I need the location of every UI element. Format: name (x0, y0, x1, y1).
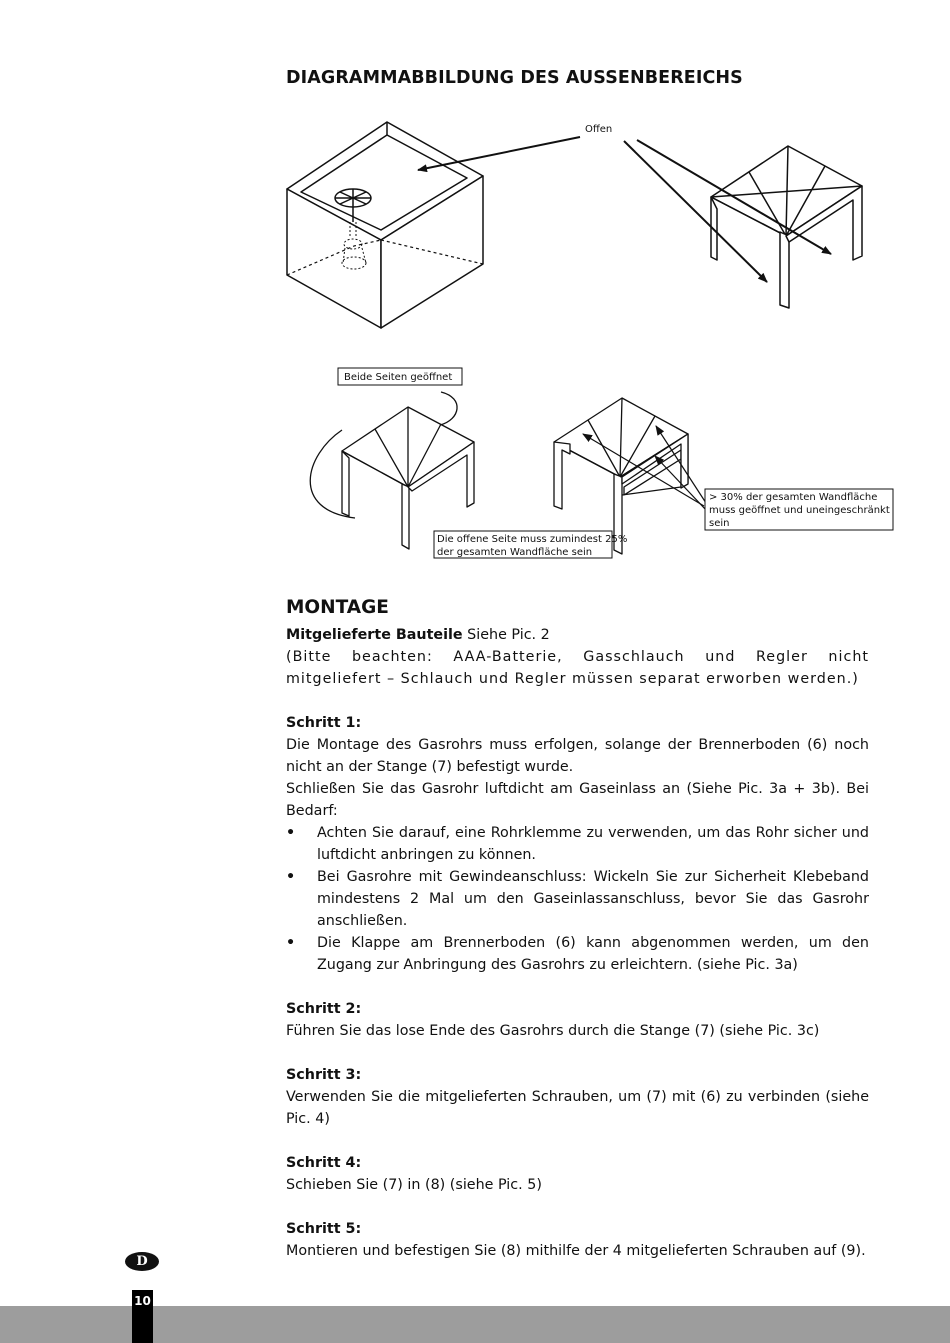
montage-section (286, 596, 869, 1262)
step4-title: Schritt 4: (286, 1155, 362, 1171)
list-item-text: Bei Gasrohre mit Gewindeanschluss: Wickeln Sie zur Sicherheit Klebeband mindestens 2 Mal um den Gaseinlassanschluss, bevor Sie das Gasrohr anschließen. (317, 869, 869, 929)
step5-text: Montieren und befestigen Sie (8) mithilfe der 4 mitgelieferten Schrauben auf (9). (286, 1243, 866, 1259)
label-open: Offen (585, 124, 613, 135)
step2-text: Führen Sie das lose Ende des Gasrohrs durch die Stange (7) (siehe Pic. 3c) (286, 1023, 820, 1039)
step1-title: Schritt 1: (286, 715, 362, 731)
svg-text:Beide Seiten geöffnet: Beide Seiten geöffnet (344, 372, 453, 383)
step2-title: Schritt 2: (286, 1001, 362, 1017)
list-item-text: Die Klappe am Brennerboden (6) kann abgenommen werden, um den Zugang zur Anbringung des Gasrohrs zu erleichtern. (siehe Pic. 3a) (317, 935, 869, 973)
thirty-percent-label-box (705, 489, 893, 530)
step1-bullet-list (286, 822, 869, 976)
gazebo-illustration-bottom-left (310, 392, 474, 549)
svg-text:sein: sein (709, 518, 730, 529)
bullet-icon: • (286, 869, 296, 885)
list-item-text: Achten Sie darauf, eine Rohrklemme zu verwenden, um das Rohr sicher und luftdicht anbringen zu können. (317, 825, 869, 863)
list-item (286, 932, 869, 976)
parts-note: (Bitte beachten: AAA-Batterie, Gasschlauch und Regler nicht mitgeliefert – Schlauch und Regler müssen separat erworben werden.) (286, 649, 869, 687)
svg-text:Die offene Seite muss zumindes: Die offene Seite muss zumindest 25% (437, 534, 628, 545)
step5-title: Schritt 5: (286, 1221, 362, 1237)
open-box-illustration (287, 122, 483, 328)
svg-text:der gesamten Wandfläche sein: der gesamten Wandfläche sein (437, 547, 593, 558)
step1-paragraph-1: Die Montage des Gasrohrs muss erfolgen, solange der Brennerboden (6) noch nicht an der Stange (7) befestigt wurde. (286, 737, 869, 775)
language-badge: D (125, 1252, 159, 1271)
svg-text:muss geöffnet und uneingeschrä: muss geöffnet und uneingeschränkt (709, 505, 890, 516)
both-sides-label-box (338, 368, 462, 385)
step3-text: Verwenden Sie die mitgelieferten Schrauben, um (7) mit (6) zu verbinden (siehe Pic. 4) (286, 1089, 869, 1127)
list-item (286, 866, 869, 932)
parts-line (286, 624, 869, 646)
step1-paragraph-2: Schließen Sie das Gasrohr luftdicht am Gaseinlass an (Siehe Pic. 3a + 3b). Bei Bedarf: (286, 781, 869, 819)
parts-label: Mitgelieferte Bauteile (286, 627, 463, 643)
step4-text: Schieben Sie (7) in (8) (siehe Pic. 5) (286, 1177, 542, 1193)
bullet-icon: • (286, 825, 296, 841)
outdoor-area-diagram (0, 0, 950, 580)
list-item (286, 822, 869, 866)
page-number: 10 (132, 1290, 153, 1343)
page-heading: DIAGRAMMABBILDUNG DES AUSSENBEREICHS (286, 68, 743, 88)
step3-title: Schritt 3: (286, 1067, 362, 1083)
svg-text:> 30% der gesamten Wandfläche: > 30% der gesamten Wandfläche (709, 492, 878, 503)
open-side-label-box (434, 531, 627, 558)
bullet-icon: • (286, 935, 296, 951)
montage-title: MONTAGE (286, 597, 389, 618)
parts-text: Siehe Pic. 2 (462, 627, 550, 643)
